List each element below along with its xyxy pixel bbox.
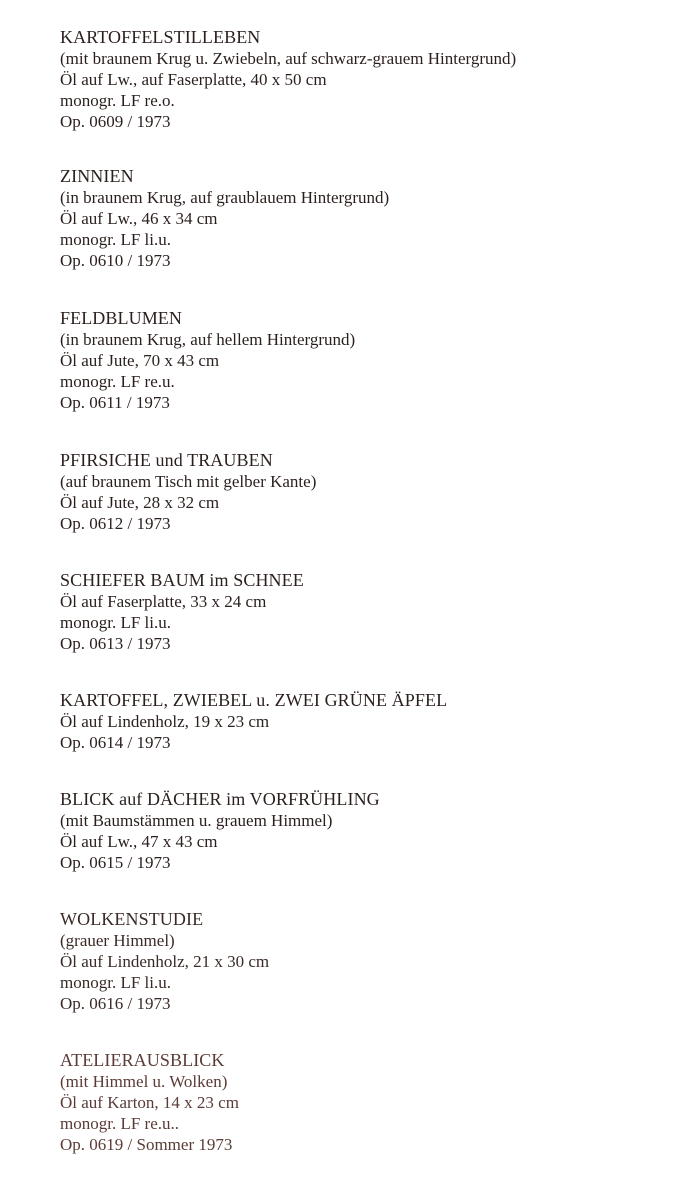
entry-description: (auf braunem Tisch mit gelber Kante)	[60, 472, 317, 491]
catalog-entry-feldblumen	[60, 308, 660, 413]
entry-title: ZINNIEN	[60, 166, 134, 186]
entry-title: KARTOFFEL, ZWIEBEL u. ZWEI GRÜNE ÄPFEL	[60, 690, 448, 710]
entry-medium: Öl auf Jute, 70 x 43 cm	[60, 351, 220, 370]
entry-opus: Op. 0612 / 1973	[60, 514, 171, 533]
entry-medium: Öl auf Lw., 47 x 43 cm	[60, 832, 218, 851]
entry-title: PFIRSICHE und TRAUBEN	[60, 450, 273, 470]
catalog-entry-kartoffel-zwiebel-aepfel	[60, 690, 660, 753]
entry-medium: Öl auf Lindenholz, 19 x 23 cm	[60, 712, 270, 731]
entry-medium: Öl auf Lindenholz, 21 x 30 cm	[60, 952, 270, 971]
entry-description: (mit braunem Krug u. Zwiebeln, auf schwarz-grauem Hintergrund)	[60, 49, 517, 68]
entry-medium: Öl auf Karton, 14 x 23 cm	[60, 1093, 239, 1112]
catalog-entry-blick-auf-daecher	[60, 789, 660, 873]
entry-monogram: monogr. LF re.o.	[60, 91, 175, 110]
entry-medium: Öl auf Lw., 46 x 34 cm	[60, 209, 218, 228]
entry-medium: Öl auf Faserplatte, 33 x 24 cm	[60, 592, 267, 611]
entry-title: BLICK auf DÄCHER im VORFRÜHLING	[60, 789, 380, 809]
entry-description: (in braunem Krug, auf graublauem Hintergrund)	[60, 188, 390, 207]
entry-monogram: monogr. LF li.u.	[60, 230, 171, 249]
entry-medium: Öl auf Lw., auf Faserplatte, 40 x 50 cm	[60, 70, 327, 89]
entry-title: SCHIEFER BAUM im SCHNEE	[60, 570, 304, 590]
entry-title: ATELIERAUSBLICK	[60, 1050, 225, 1070]
entry-opus: Op. 0616 / 1973	[60, 994, 171, 1013]
entry-opus: Op. 0619 / Sommer 1973	[60, 1135, 233, 1154]
catalog-entry-kartoffelstilleben	[60, 27, 660, 132]
catalog-entry-wolkenstudie	[60, 909, 660, 1014]
entry-opus: Op. 0615 / 1973	[60, 853, 171, 872]
entry-opus: Op. 0614 / 1973	[60, 733, 171, 752]
entry-description: (in braunem Krug, auf hellem Hintergrund)	[60, 330, 356, 349]
entry-title: FELDBLUMEN	[60, 308, 182, 328]
catalog-entry-pfirsiche-und-trauben	[60, 450, 660, 534]
entry-monogram: monogr. LF li.u.	[60, 973, 171, 992]
entry-monogram: monogr. LF re.u.	[60, 372, 175, 391]
entry-description: (mit Baumstämmen u. grauem Himmel)	[60, 811, 333, 830]
entry-monogram: monogr. LF re.u..	[60, 1114, 179, 1133]
catalog-entry-atelierausblick	[60, 1050, 660, 1155]
entry-description: (grauer Himmel)	[60, 931, 175, 950]
entry-description: (mit Himmel u. Wolken)	[60, 1072, 228, 1091]
entry-medium: Öl auf Jute, 28 x 32 cm	[60, 493, 220, 512]
entry-opus: Op. 0610 / 1973	[60, 251, 171, 270]
entry-title: KARTOFFELSTILLEBEN	[60, 27, 261, 47]
entry-opus: Op. 0609 / 1973	[60, 112, 171, 131]
entry-opus: Op. 0611 / 1973	[60, 393, 170, 412]
catalog-entry-zinnien	[60, 166, 660, 271]
entry-title: WOLKENSTUDIE	[60, 909, 204, 929]
catalog-entry-schiefer-baum-im-schnee	[60, 570, 660, 654]
entry-monogram: monogr. LF li.u.	[60, 613, 171, 632]
entry-opus: Op. 0613 / 1973	[60, 634, 171, 653]
